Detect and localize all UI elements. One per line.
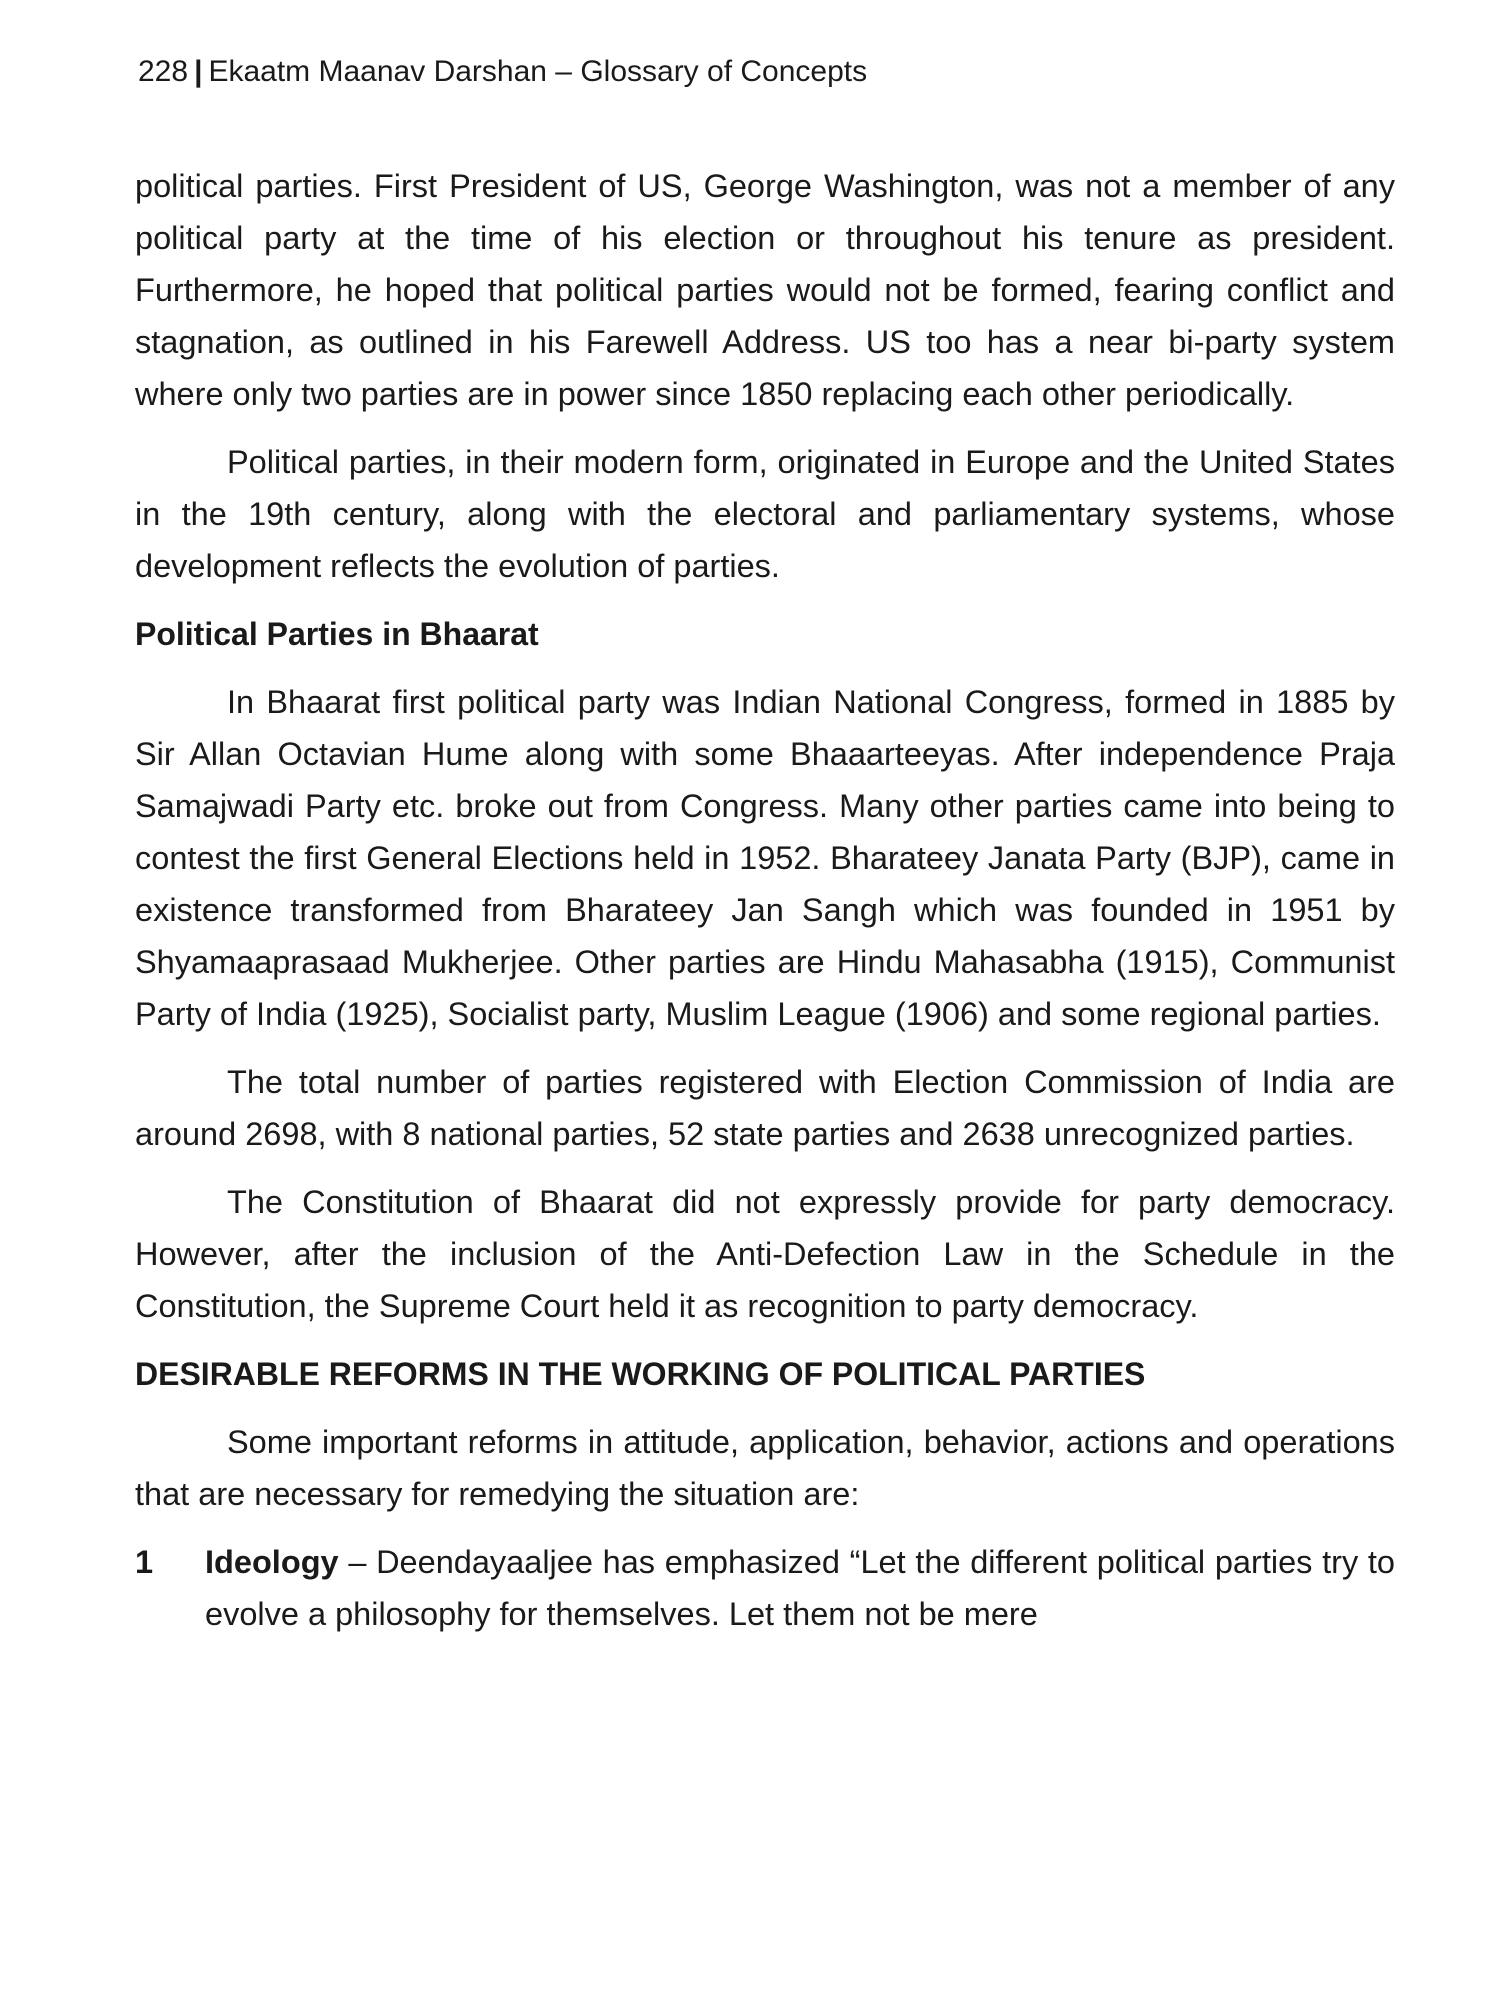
section-heading-bhaarat: Political Parties in Bhaarat [135, 616, 539, 652]
paragraph-modern-parties: Political parties, in their modern form, originated in Europe and the United States in the 19th century, along with the electoral and parliamentary systems, whose development reflects the evolution of parties. [135, 444, 1395, 584]
book-title: Ekaatm Maanav Darshan – Glossary of Concepts [208, 55, 868, 88]
section-heading-reforms: DESIRABLE REFORMS IN THE WORKING OF POLITICAL PARTIES [135, 1356, 1146, 1392]
paragraph-registered-parties: The total number of parties registered with Election Commission of India are around 2698, with 8 national parties, 52 state parties and 2638 unrecognized parties. [135, 1064, 1395, 1152]
list-item-text: – Deendayaaljee has emphasized “Let the different political parties try to evolve a philosophy for themselves. Let them not be mere [205, 1544, 1395, 1632]
list-item-number: 1 [135, 1544, 154, 1580]
paragraph-continuation: political parties. First President of US, George Washington, was not a member of any political party at the time of his election or throughout his tenure as president. Furthermore, he hoped that political parties would not be formed, fearing conflict and stagnation, as outlined in his Farewell Address. US too has a near bi-party system where only two parties are in power since 1850 replacing each other periodically. [135, 168, 1395, 412]
list-item-term: Ideology [205, 1544, 339, 1580]
running-header [138, 54, 867, 90]
body-text [135, 160, 1395, 1656]
list-item-ideology [135, 1536, 1395, 1640]
paragraph-constitution: The Constitution of Bhaarat did not expressly provide for party democracy. However, after the inclusion of the Anti-Defection Law in the Schedule in the Constitution, the Supreme Court held it as recognition to party democracy. [135, 1184, 1395, 1324]
paragraph-reforms-intro: Some important reforms in attitude, application, behavior, actions and operations that are necessary for remedying the situation are: [135, 1424, 1395, 1512]
page-number: 228 [138, 55, 189, 88]
header-separator: | [194, 55, 203, 88]
paragraph-bhaarat-history: In Bhaarat first political party was Indian National Congress, formed in 1885 by Sir Allan Octavian Hume along with some Bhaaarteeyas. After independence Praja Samajwadi Party etc. broke out from Congress. Many other parties came into being to contest the first General Elections held in 1952. Bharateey Janata Party (BJP), came in existence transformed from Bharateey Jan Sangh which was founded in 1951 by Shyamaaprasaad Mukherjee. Other parties are Hindu Mahasabha (1915), Communist Party of India (1925), Socialist party, Muslim League (1906) and some regional parties. [135, 684, 1395, 1032]
